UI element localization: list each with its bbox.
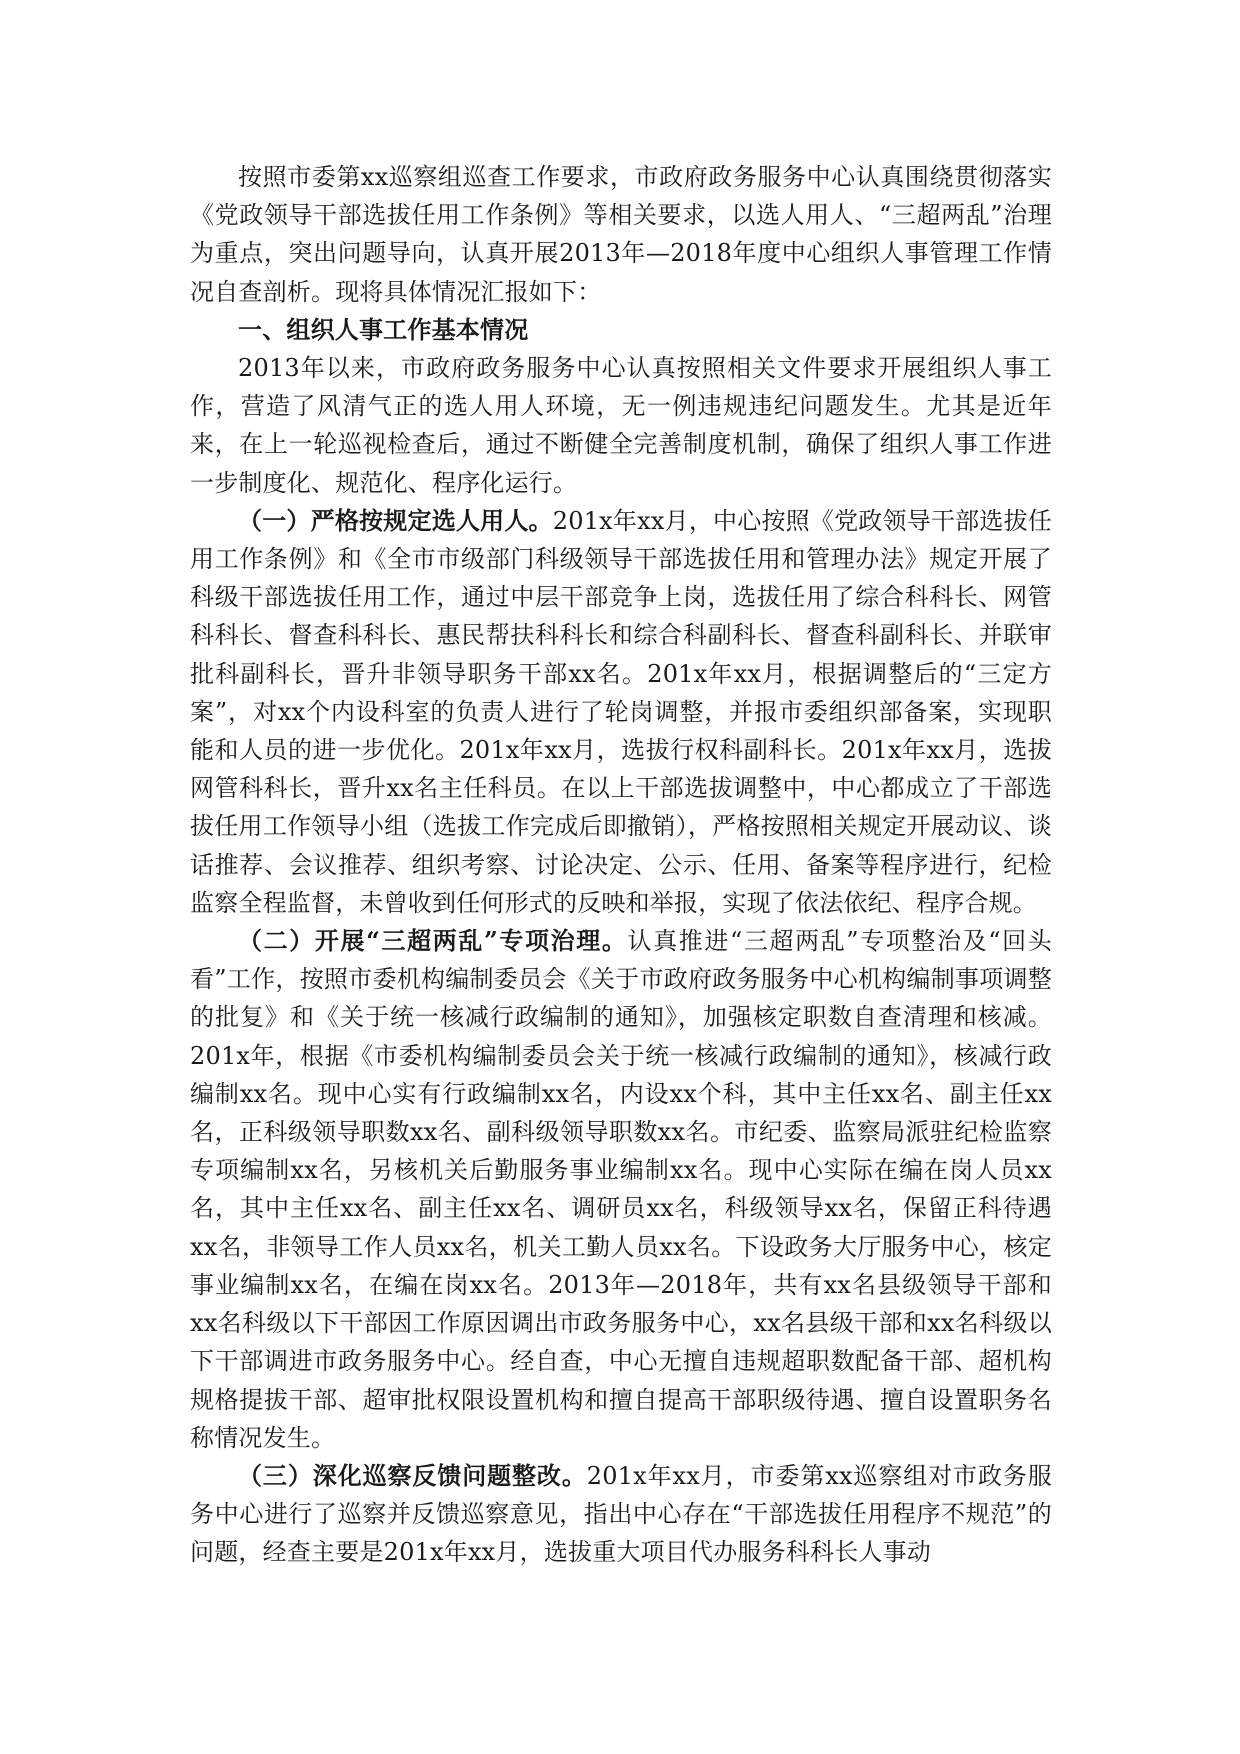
item-paragraph-2: [190, 922, 1052, 1457]
intro-paragraph: 按照市委第xx巡察组巡查工作要求，市政府政务服务中心认真围绕贯彻落实《党政领导干部选拔任用工作条例》等相关要求，以选人用人、“三超两乱”治理为重点，突出问题导向，认真开展2013年—2018年度中心组织人事管理工作情况自查剖析。现将具体情况汇报如下：: [190, 163, 1052, 306]
item-paragraph-3: [190, 1457, 1052, 1572]
section-paragraph: 2013年以来，市政府政务服务中心认真按照相关文件要求开展组织人事工作，营造了风清气正的选人用人环境，无一例违规违纪问题发生。尤其是近年来，在上一轮巡视检查后，通过不断健全完善制度机制，确保了组织人事工作进一步制度化、规范化、程序化运行。: [190, 354, 1052, 497]
item-title-3: （三）深化巡察反馈问题整改。: [238, 1460, 587, 1490]
item-body-3: 201x年xx月，市委第xx巡察组对市政务服务中心进行了巡察并反馈巡察意见，指出中心存在“干部选拔任用程序不规范”的问题，经查主要是201x年xx月，选拔重大项目代办服务科科长人事动: [190, 1461, 1052, 1567]
item-title-2: （二）开展“三超两乱”专项治理。: [238, 926, 628, 956]
document-page: [190, 158, 1052, 1572]
item-title-1: （一）严格按规定选人用人。: [238, 505, 553, 535]
item-paragraph-1: [190, 502, 1052, 922]
item-body-1: 201x年xx月，中心按照《党政领导干部选拔任用工作条例》和《全市市级部门科级领导干部选拔任用和管理办法》规定开展了科级干部选拔任用工作，通过中层干部竞争上岗，选拔任用了综合科科长、网管科科长、督查科科长、惠民帮扶科科长和综合科副科长、督查科副科长、并联审批科副科长，晋升非领导职务干部xx名。201x年xx月，根据调整后的“三定方案”，对xx个内设科室的负责人进行了轮岗调整，并报市委组织部备案，实现职能和人员的进一步优化。201x年xx月，选拔行权科副科长。201x年xx月，选拔网管科科长，晋升xx名主任科员。在以上干部选拔调整中，中心都成立了干部选拔任用工作领导小组（选拔工作完成后即撤销），严格按照相关规定开展动议、谈话推荐、会议推荐、组织考察、讨论决定、公示、任用、备案等程序进行，纪检监察全程监督，未曾收到任何形式的反映和举报，实现了依法依纪、程序合规。: [190, 506, 1052, 917]
item-body-2: 认真推进“三超两乱”专项整治及“回头看”工作，按照市委机构编制委员会《关于市政府政务服务中心机构编制事项调整的批复》和《关于统一核减行政编制的通知》，加强核定职数自查清理和核减。201x年，根据《市委机构编制委员会关于统一核减行政编制的通知》，核减行政编制xx名。现中心实有行政编制xx名，内设xx个科，其中主任xx名、副主任xx名，正科级领导职数xx名、副科级领导职数xx名。市纪委、监察局派驻纪检监察专项编制xx名，另核机关后勤服务事业编制xx名。现中心实际在编在岗人员xx名，其中主任xx名、副主任xx名、调研员xx名，科级领导xx名，保留正科待遇xx名，非领导工作人员xx名，机关工勤人员xx名。下设政务大厅服务中心，核定事业编制xx名，在编在岗xx名。2013年—2018年，共有xx名县级领导干部和xx名科级以下干部因工作原因调出市政务服务中心，xx名县级干部和xx名科级以下干部调进市政务服务中心。经自查，中心无擅自违规超职数配备干部、超机构规格提拔干部、超审批权限设置机构和擅自提高干部职级待遇、擅自设置职务名称情况发生。: [190, 927, 1052, 1452]
section-heading: 一、组织人事工作基本情况: [238, 314, 529, 344]
